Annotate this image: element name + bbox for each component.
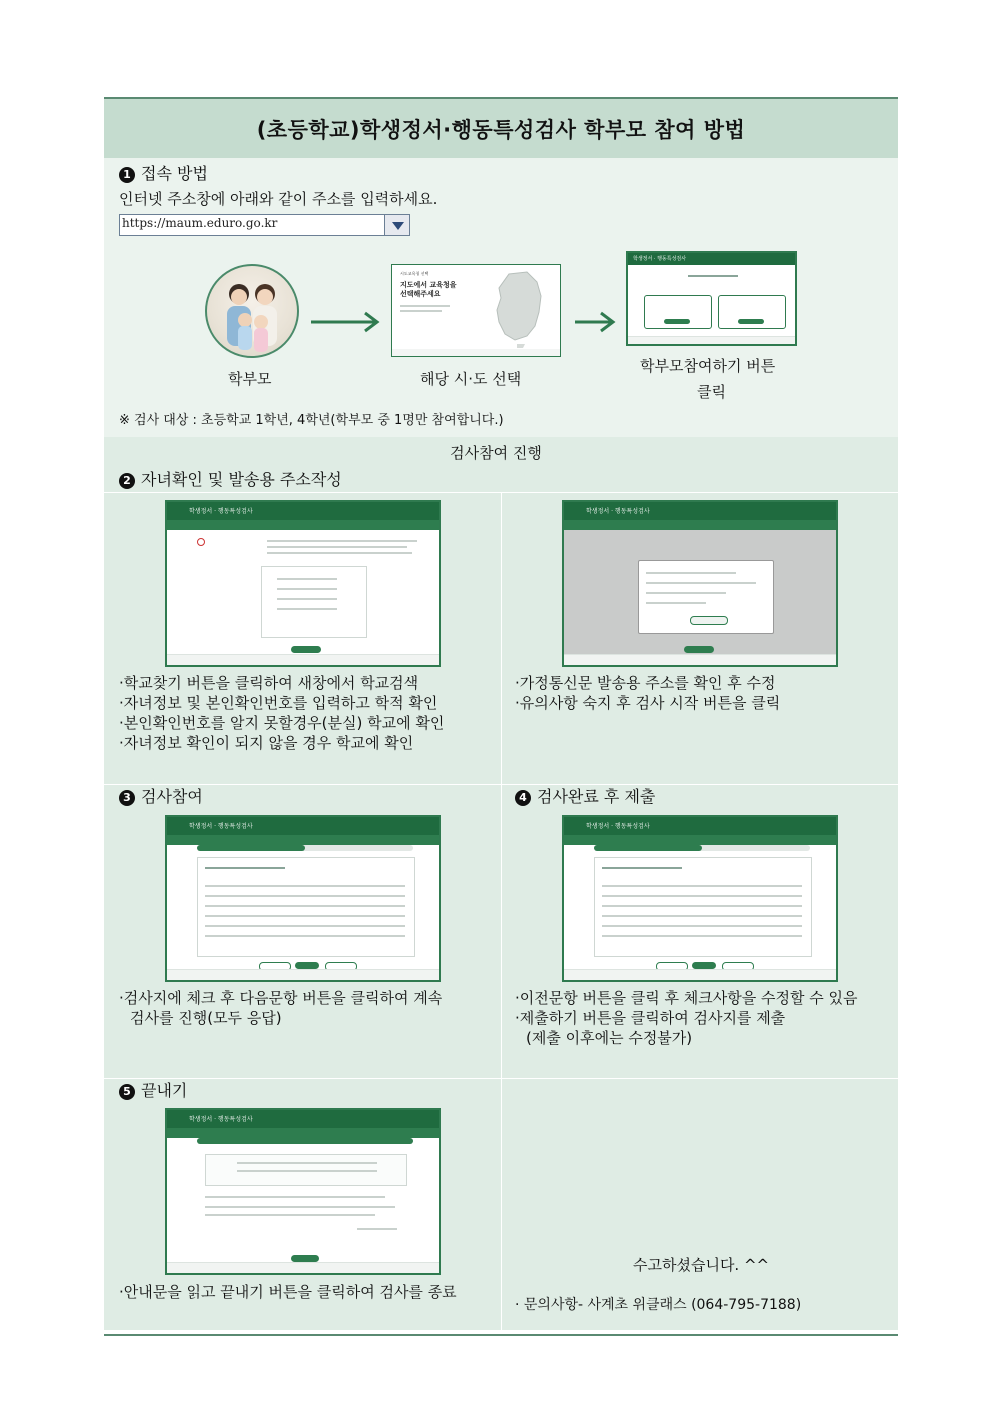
caption-button-line2: 클릭 bbox=[697, 383, 726, 401]
number-badge: 1 bbox=[119, 167, 135, 183]
section2-left-bullets bbox=[119, 673, 444, 753]
arrow-right-icon bbox=[309, 310, 381, 334]
bullet-item: ·학교찾기 버튼을 클릭하여 새창에서 학교검색 bbox=[119, 674, 419, 692]
number-badge: 4 bbox=[515, 790, 531, 806]
contact-text: · 문의사항- 사계초 위클래스 (064-795-7188) bbox=[515, 1297, 802, 1313]
section4-heading: 4 검사완료 후 제출 bbox=[515, 787, 655, 807]
bullet-item: ·유의사항 숙지 후 검사 시작 버튼을 클릭 bbox=[515, 694, 781, 712]
region-select-screenshot: 시도교육청 선택 지도에서 교육청을 선택해주세요 bbox=[391, 264, 561, 357]
survey-screenshot: 학생정서 · 행동특성검사 bbox=[165, 815, 441, 982]
bullet-item: ·이전문항 버튼을 클릭 후 체크사항을 수정할 수 있음 bbox=[515, 989, 858, 1007]
bullet-item: 검사를 진행(모두 응답) bbox=[130, 1009, 282, 1027]
submit-screenshot: 학생정서 · 행동특성검사 bbox=[562, 815, 838, 982]
section1-heading: 1 접속 방법 bbox=[119, 164, 208, 184]
bullet-item: ·자녀정보 및 본인확인번호를 입력하고 학적 확인 bbox=[119, 694, 438, 712]
bullet-item: ·자녀정보 확인이 되지 않을 경우 학교에 확인 bbox=[119, 734, 414, 752]
caption-parent: 학부모 bbox=[228, 370, 272, 388]
bullet-item: ·제출하기 버튼을 클릭하여 검사지를 제출 bbox=[515, 1009, 786, 1027]
thanks-text: 수고하셨습니다. ^^ bbox=[633, 1256, 770, 1274]
target-note: ※ 검사 대상 : 초등학교 1학년, 4학년(학부모 중 1명만 참여합니다.) bbox=[119, 413, 504, 428]
bullet-item: (제출 이후에는 수정불가) bbox=[526, 1029, 693, 1047]
section3-heading: 3 검사참여 bbox=[119, 787, 203, 807]
korea-map-icon bbox=[487, 270, 547, 348]
section2-heading: 2 자녀확인 및 발송용 주소작성 bbox=[119, 470, 342, 490]
bullet-item: ·본인확인번호를 알지 못할경우(분실) 학교에 확인 bbox=[119, 714, 445, 732]
bullet-item: ·검사지에 체크 후 다음문항 버튼을 클릭하여 계속 bbox=[119, 989, 443, 1007]
section3-bullets bbox=[119, 988, 442, 1028]
section5-bullet: ·안내문을 읽고 끝내기 버튼을 클릭하여 검사를 종료 bbox=[119, 1283, 457, 1301]
caption-region: 해당 시·도 선택 bbox=[420, 370, 522, 388]
child-verify-screenshot: 학생정서 · 행동특성검사 bbox=[165, 500, 441, 667]
caption-button-line1: 학부모참여하기 버튼 bbox=[640, 357, 776, 375]
section1-instruction: 인터넷 주소창에 아래와 같이 주소를 입력하세요. bbox=[119, 190, 438, 208]
parent-family-photo bbox=[205, 264, 299, 358]
finish-screenshot: 학생정서 · 행동특성검사 bbox=[165, 1108, 441, 1275]
map-shot-text: 선택해주세요 bbox=[400, 290, 441, 298]
address-screenshot: 학생정서 · 행동특성검사 bbox=[562, 500, 838, 667]
number-badge: 3 bbox=[119, 790, 135, 806]
arrow-right-icon bbox=[573, 310, 617, 334]
number-badge: 5 bbox=[119, 1084, 135, 1100]
section4-bullets bbox=[515, 988, 857, 1048]
section5-heading: 5 끝내기 bbox=[119, 1081, 187, 1101]
address-bar-url: https://maum.eduro.go.kr bbox=[122, 216, 278, 230]
page-title: (초등학교)학생정서·행동특성검사 학부모 참여 방법 bbox=[256, 117, 746, 142]
chevron-down-icon bbox=[392, 222, 404, 230]
dropdown-button[interactable] bbox=[384, 214, 410, 236]
progress-heading: 검사참여 진행 bbox=[450, 444, 542, 462]
map-shot-text: 지도에서 교육청을 bbox=[400, 281, 457, 289]
bullet-item: ·가정통신문 발송용 주소를 확인 후 수정 bbox=[515, 674, 776, 692]
section2-right-bullets bbox=[515, 673, 780, 713]
parent-participate-screenshot: 학생정서 · 행동특성검사 bbox=[626, 251, 797, 346]
number-badge: 2 bbox=[119, 473, 135, 489]
